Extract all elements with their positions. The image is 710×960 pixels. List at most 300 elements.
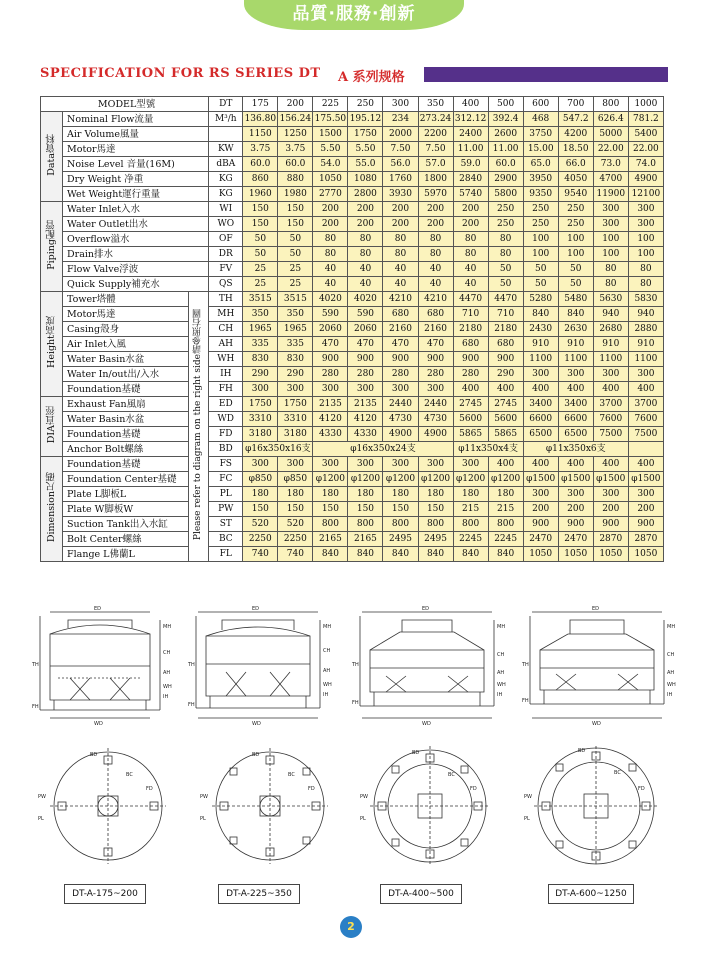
d1-ch: CH [163, 650, 171, 656]
d4-th: TH [522, 662, 529, 668]
table-cell: 50 [243, 247, 278, 262]
table-cell: 80 [593, 262, 628, 277]
table-cell: 4700 [593, 172, 628, 187]
p2-pw: PW [200, 794, 208, 800]
merged-cell: φ16x350x24支 [313, 442, 453, 457]
table-cell: φ1500 [558, 472, 593, 487]
table-cell: 468 [523, 112, 558, 127]
d1-th: TH [32, 662, 39, 668]
table-cell: 5480 [558, 292, 593, 307]
model-value: 600 [523, 97, 558, 112]
table-cell: 6500 [558, 427, 593, 442]
table-cell: 300 [593, 202, 628, 217]
d3-ed: ED [422, 606, 430, 612]
table-cell: 50 [523, 277, 558, 292]
table-cell: 300 [418, 382, 453, 397]
d4-ah: AH [667, 670, 675, 676]
table-cell: 7600 [628, 412, 663, 427]
d4-ch: CH [667, 652, 675, 658]
table-cell: 15.00 [523, 142, 558, 157]
table-cell: 80 [418, 247, 453, 262]
table-cell: 7600 [593, 412, 628, 427]
table-cell: 4120 [348, 412, 383, 427]
table-cell: 400 [558, 457, 593, 472]
table-row [41, 382, 664, 397]
row-unit: ED [209, 397, 243, 412]
d3-wh: WH [497, 682, 506, 688]
table-row [41, 337, 664, 352]
d2-mh: MH [323, 624, 332, 630]
plan-diagrams [30, 746, 710, 866]
table-cell: 4900 [418, 427, 453, 442]
table-cell: 300 [523, 367, 558, 382]
table-cell: 80 [488, 232, 523, 247]
table-cell: 50 [488, 277, 523, 292]
table-cell: 2745 [453, 397, 488, 412]
table-cell: 900 [348, 352, 383, 367]
table-cell: 180 [488, 487, 523, 502]
p1-bc: BC [126, 772, 133, 778]
group-label [41, 112, 63, 202]
table-row [41, 322, 664, 337]
row-unit: FS [209, 457, 243, 472]
table-cell: 100 [523, 232, 558, 247]
table-cell: 5865 [488, 427, 523, 442]
table-cell: 136.80 [243, 112, 278, 127]
table-cell: 200 [348, 202, 383, 217]
d2-ed: ED [252, 606, 260, 612]
table-cell: 910 [593, 337, 628, 352]
table-cell: 200 [453, 217, 488, 232]
table-cell: 300 [278, 457, 313, 472]
table-cell: 400 [453, 382, 488, 397]
table-cell: 80 [488, 247, 523, 262]
table-cell: 840 [383, 547, 418, 562]
table-cell: 25 [243, 262, 278, 277]
row-label: Water Outlet出水 [63, 217, 209, 232]
table-cell: 180 [278, 487, 313, 502]
table-cell: 65.0 [523, 157, 558, 172]
row-label: Drain排水 [63, 247, 209, 262]
table-cell: 40 [453, 277, 488, 292]
row-label: Air Volume風量 [63, 127, 209, 142]
merged-cell: φ16x350x16支 [243, 442, 313, 457]
table-cell: 900 [593, 517, 628, 532]
table-cell: 250 [523, 217, 558, 232]
table-cell: 4050 [558, 172, 593, 187]
table-cell: 1100 [593, 352, 628, 367]
table-cell: 2840 [453, 172, 488, 187]
table-cell: 9350 [523, 187, 558, 202]
row-unit: FC [209, 472, 243, 487]
table-cell: 2165 [313, 532, 348, 547]
model-value: 225 [313, 97, 348, 112]
table-cell: 2060 [348, 322, 383, 337]
spec-title-cn: A 系列规格 [338, 70, 405, 85]
table-cell: 200 [418, 202, 453, 217]
table-cell: 80 [628, 262, 663, 277]
table-cell: 470 [348, 337, 383, 352]
table-cell: 840 [453, 547, 488, 562]
table-cell: 50 [488, 262, 523, 277]
table-cell: 2770 [313, 187, 348, 202]
table-cell: φ1500 [628, 472, 663, 487]
d3-ch: CH [497, 652, 505, 658]
table-cell: 290 [243, 367, 278, 382]
table-cell: 2745 [488, 397, 523, 412]
table-cell: 2250 [243, 532, 278, 547]
table-cell: 3180 [243, 427, 278, 442]
table-row [41, 532, 664, 547]
table-cell: 350 [243, 307, 278, 322]
model-value: 800 [593, 97, 628, 112]
table-cell: 234 [383, 112, 418, 127]
table-row [41, 442, 664, 457]
table-cell: φ1200 [383, 472, 418, 487]
model-header: MODEL型號 [41, 97, 209, 112]
table-cell: 4120 [313, 412, 348, 427]
side-note-text: Please refer to diagram on the right side請參照右圖 [193, 308, 204, 541]
table-cell: 40 [348, 262, 383, 277]
table-cell: 195.12 [348, 112, 383, 127]
table-cell: 200 [628, 502, 663, 517]
table-row [41, 397, 664, 412]
row-unit: OF [209, 232, 243, 247]
model-value: 175 [243, 97, 278, 112]
table-cell: 900 [453, 352, 488, 367]
table-cell: 4330 [313, 427, 348, 442]
table-cell: 1965 [278, 322, 313, 337]
table-row [41, 202, 664, 217]
table-cell: 800 [348, 517, 383, 532]
table-cell: 80 [418, 232, 453, 247]
caption-dt-a-600-1250: DT-A-600~1250 [548, 884, 634, 904]
row-unit: PL [209, 487, 243, 502]
table-cell: 470 [418, 337, 453, 352]
table-cell: 40 [418, 262, 453, 277]
table-cell: 840 [418, 547, 453, 562]
table-cell: 5000 [593, 127, 628, 142]
table-cell: 2440 [383, 397, 418, 412]
table-cell: 150 [418, 502, 453, 517]
table-cell: 2870 [593, 532, 628, 547]
table-cell: 626.4 [593, 112, 628, 127]
table-cell: 180 [313, 487, 348, 502]
table-cell: 335 [243, 337, 278, 352]
table-cell: 590 [348, 307, 383, 322]
d1-ed: ED [94, 606, 102, 612]
table-cell: 400 [488, 457, 523, 472]
unit-header: DT [209, 97, 243, 112]
d1-wd: WD [94, 721, 103, 727]
table-cell: 4470 [488, 292, 523, 307]
table-cell: 59.0 [453, 157, 488, 172]
table-row [41, 307, 664, 322]
table-cell: 80 [313, 247, 348, 262]
table-cell: 300 [243, 457, 278, 472]
p2-pl: PL [200, 816, 206, 822]
p2-fd: FD [308, 786, 315, 792]
row-unit: MH [209, 307, 243, 322]
table-cell: 5.50 [313, 142, 348, 157]
table-cell: 215 [453, 502, 488, 517]
table-cell: 3.75 [243, 142, 278, 157]
table-cell: 470 [313, 337, 348, 352]
table-cell: 300 [523, 487, 558, 502]
table-cell: 150 [278, 217, 313, 232]
model-value: 300 [383, 97, 418, 112]
table-cell: 200 [593, 502, 628, 517]
table-cell: 1965 [243, 322, 278, 337]
table-cell: 1500 [313, 127, 348, 142]
p3-pw: PW [360, 794, 368, 800]
table-cell: 680 [453, 337, 488, 352]
table-cell: 50 [243, 232, 278, 247]
row-label: Foundation基礎 [63, 427, 189, 442]
table-cell: 2135 [313, 397, 348, 412]
elevation-diagrams [30, 606, 710, 736]
table-cell: 830 [278, 352, 313, 367]
table-cell: 280 [418, 367, 453, 382]
table-cell: 25 [243, 277, 278, 292]
table-cell: 300 [348, 382, 383, 397]
table-cell: 25 [278, 262, 313, 277]
table-cell: 4730 [383, 412, 418, 427]
caption-dt-a-225-350: DT-A-225~350 [218, 884, 300, 904]
table-cell: 5830 [628, 292, 663, 307]
spec-title [40, 66, 668, 84]
table-cell: 350 [278, 307, 313, 322]
d2-th: TH [188, 662, 195, 668]
table-cell: 300 [383, 457, 418, 472]
table-cell: 2160 [383, 322, 418, 337]
table-cell: 100 [593, 247, 628, 262]
p3-fd: FD [470, 786, 477, 792]
header-row [41, 97, 664, 112]
table-cell: 150 [383, 502, 418, 517]
table-cell: 2440 [418, 397, 453, 412]
table-cell: 910 [558, 337, 593, 352]
table-cell: 300 [348, 457, 383, 472]
table-cell: 4210 [418, 292, 453, 307]
table-cell: 300 [628, 217, 663, 232]
table-cell: 3180 [278, 427, 313, 442]
table-cell: 156.24 [278, 112, 313, 127]
d4-ih: IH [667, 692, 673, 698]
table-cell: 200 [348, 217, 383, 232]
table-cell: 3700 [628, 397, 663, 412]
table-cell: 400 [523, 457, 558, 472]
d1-fh: FH [32, 704, 39, 710]
row-unit: PW [209, 502, 243, 517]
table-cell: 74.0 [628, 157, 663, 172]
row-unit: FD [209, 427, 243, 442]
table-cell: 2495 [383, 532, 418, 547]
table-cell: 40 [383, 262, 418, 277]
p2-bd: BD [252, 752, 260, 758]
table-cell: 73.0 [593, 157, 628, 172]
table-cell: 4330 [348, 427, 383, 442]
table-cell: 910 [523, 337, 558, 352]
row-unit: AH [209, 337, 243, 352]
table-row [41, 517, 664, 532]
table-cell: 1960 [243, 187, 278, 202]
spec-table [40, 96, 664, 562]
table-cell: 250 [558, 202, 593, 217]
table-cell: 840 [558, 307, 593, 322]
table-cell: 680 [418, 307, 453, 322]
table-cell: 200 [523, 502, 558, 517]
table-cell: 300 [593, 487, 628, 502]
table-cell: 100 [628, 247, 663, 262]
table-cell: 4210 [383, 292, 418, 307]
row-unit: M³/h [209, 112, 243, 127]
table-cell: 5600 [488, 412, 523, 427]
table-cell: 1050 [593, 547, 628, 562]
table-cell: 200 [558, 502, 593, 517]
row-label: Motor馬達 [63, 307, 189, 322]
table-cell: 66.0 [558, 157, 593, 172]
table-cell: 5800 [488, 187, 523, 202]
row-label: Noise Level 音量(16M) [63, 157, 209, 172]
row-label: Overflow溢水 [63, 232, 209, 247]
table-row [41, 412, 664, 427]
row-label: Water Basin水盆 [63, 412, 189, 427]
d1-mh: MH [163, 624, 172, 630]
table-cell: 300 [628, 487, 663, 502]
group-name: Data資料 [46, 133, 58, 176]
p4-bc: BC [614, 770, 621, 776]
row-unit: CH [209, 322, 243, 337]
table-cell: 2430 [523, 322, 558, 337]
p1-pw: PW [38, 794, 46, 800]
row-label: Plate L脚板L [63, 487, 189, 502]
table-cell: φ1500 [593, 472, 628, 487]
table-cell: 2250 [278, 532, 313, 547]
row-label: Exhaust Fan風扇 [63, 397, 189, 412]
table-cell: 100 [523, 247, 558, 262]
table-cell: 40 [418, 277, 453, 292]
table-cell: 175.50 [313, 112, 348, 127]
table-cell: 300 [558, 367, 593, 382]
d1-ih: IH [163, 694, 169, 700]
table-cell: 200 [313, 217, 348, 232]
table-cell: 80 [383, 232, 418, 247]
table-cell: 2245 [488, 532, 523, 547]
table-cell: 200 [418, 217, 453, 232]
d4-wh: WH [667, 682, 676, 688]
table-cell: 40 [313, 262, 348, 277]
table-cell: 1800 [418, 172, 453, 187]
row-unit: QS [209, 277, 243, 292]
table-row [41, 472, 664, 487]
table-cell: 150 [243, 202, 278, 217]
table-cell: 200 [313, 202, 348, 217]
row-unit: FV [209, 262, 243, 277]
row-unit: ST [209, 517, 243, 532]
table-cell: 1750 [278, 397, 313, 412]
p3-bc: BC [448, 772, 455, 778]
table-cell: 300 [383, 382, 418, 397]
group-label [41, 457, 63, 562]
row-label: Air Inlet入風 [63, 337, 189, 352]
table-cell: 11900 [593, 187, 628, 202]
row-label: Water In/out出/入水 [63, 367, 189, 382]
table-row [41, 367, 664, 382]
table-cell: 4020 [313, 292, 348, 307]
table-cell: 273.24 [418, 112, 453, 127]
table-cell: 11.00 [488, 142, 523, 157]
table-cell: 1100 [628, 352, 663, 367]
table-cell: 4900 [628, 172, 663, 187]
table-cell: 3700 [593, 397, 628, 412]
caption-dt-a-175-200: DT-A-175~200 [64, 884, 146, 904]
table-cell: 180 [383, 487, 418, 502]
table-cell: 250 [488, 217, 523, 232]
row-unit: BD [209, 442, 243, 457]
table-cell: 18.50 [558, 142, 593, 157]
table-cell: 40 [383, 277, 418, 292]
table-cell: 1750 [348, 127, 383, 142]
table-cell: 200 [383, 217, 418, 232]
table-cell: 4470 [453, 292, 488, 307]
row-unit: TH [209, 292, 243, 307]
title-bar [424, 67, 668, 82]
row-unit: DR [209, 247, 243, 262]
table-cell: 180 [418, 487, 453, 502]
table-cell: 7.50 [383, 142, 418, 157]
table-cell: 840 [348, 547, 383, 562]
spec-title-en: SPECIFICATION FOR RS SERIES DT [40, 66, 321, 81]
table-cell: 3515 [243, 292, 278, 307]
table-cell: 7500 [628, 427, 663, 442]
table-cell: 860 [243, 172, 278, 187]
table-cell: 280 [348, 367, 383, 382]
table-row [41, 547, 664, 562]
table-cell: 4020 [348, 292, 383, 307]
group-label [41, 292, 63, 397]
p3-bd: BD [412, 750, 420, 756]
table-cell: 80 [348, 247, 383, 262]
table-cell: 900 [628, 517, 663, 532]
table-cell: 5400 [628, 127, 663, 142]
table-cell: 6600 [558, 412, 593, 427]
table-cell: 680 [383, 307, 418, 322]
table-cell: 2900 [488, 172, 523, 187]
table-cell: 5865 [453, 427, 488, 442]
table-cell: 50 [523, 262, 558, 277]
d2-ah: AH [323, 668, 331, 674]
table-cell: 60.0 [243, 157, 278, 172]
row-label: Water Basin水盆 [63, 352, 189, 367]
table-cell: 250 [523, 202, 558, 217]
table-cell: 40 [348, 277, 383, 292]
row-unit: FL [209, 547, 243, 562]
table-cell: 290 [488, 367, 523, 382]
group-name: Piping配管 [46, 219, 58, 270]
table-cell: 800 [418, 517, 453, 532]
table-cell: 900 [383, 352, 418, 367]
table-cell: 830 [243, 352, 278, 367]
table-cell: 400 [523, 382, 558, 397]
d2-ih: IH [323, 692, 329, 698]
table-cell: 25 [278, 277, 313, 292]
table-cell: 5.50 [348, 142, 383, 157]
table-cell: 250 [558, 217, 593, 232]
table-cell: 680 [488, 337, 523, 352]
table-cell: 150 [348, 502, 383, 517]
table-cell: 1760 [383, 172, 418, 187]
